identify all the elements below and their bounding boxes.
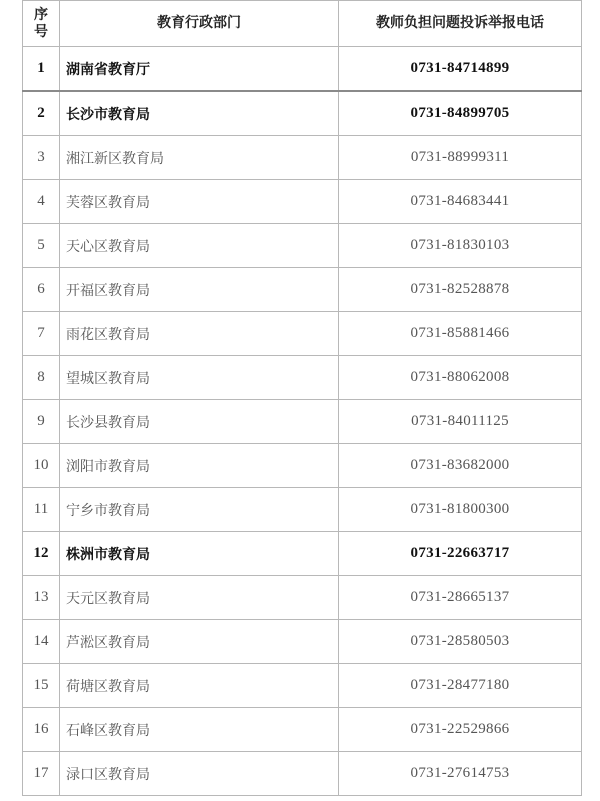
hotline-table	[22, 0, 582, 796]
row-department: 开福区教育局	[60, 268, 339, 312]
table-row	[23, 356, 582, 400]
table-header	[23, 1, 582, 47]
table-row	[23, 400, 582, 444]
table-row	[23, 620, 582, 664]
row-index: 15	[23, 664, 60, 708]
row-index: 12	[23, 532, 60, 576]
row-department: 荷塘区教育局	[60, 664, 339, 708]
row-phone: 0731-88062008	[339, 356, 582, 400]
row-index: 14	[23, 620, 60, 664]
table-row	[23, 180, 582, 224]
row-department: 株洲市教育局	[60, 532, 339, 576]
row-phone: 0731-82528878	[339, 268, 582, 312]
row-index: 8	[23, 356, 60, 400]
row-phone: 0731-28580503	[339, 620, 582, 664]
row-phone: 0731-81830103	[339, 224, 582, 268]
table-body	[23, 47, 582, 796]
row-index: 1	[23, 47, 60, 92]
table-row	[23, 136, 582, 180]
row-index: 9	[23, 400, 60, 444]
row-index: 6	[23, 268, 60, 312]
row-department: 湖南省教育厅	[60, 47, 339, 92]
row-phone: 0731-22529866	[339, 708, 582, 752]
row-phone: 0731-27614753	[339, 752, 582, 796]
row-department: 浏阳市教育局	[60, 444, 339, 488]
row-department: 宁乡市教育局	[60, 488, 339, 532]
row-department: 芦淞区教育局	[60, 620, 339, 664]
row-department: 天元区教育局	[60, 576, 339, 620]
row-phone: 0731-88999311	[339, 136, 582, 180]
row-index: 13	[23, 576, 60, 620]
row-index: 10	[23, 444, 60, 488]
row-phone: 0731-85881466	[339, 312, 582, 356]
index-header-line-2: 号	[34, 23, 48, 40]
table-row	[23, 752, 582, 796]
table-row	[23, 444, 582, 488]
row-index: 7	[23, 312, 60, 356]
row-index: 16	[23, 708, 60, 752]
table-row	[23, 224, 582, 268]
row-department: 长沙市教育局	[60, 91, 339, 136]
row-phone: 0731-84683441	[339, 180, 582, 224]
row-index: 3	[23, 136, 60, 180]
table-row	[23, 91, 582, 136]
row-index: 11	[23, 488, 60, 532]
row-phone: 0731-84714899	[339, 47, 582, 92]
table-row	[23, 488, 582, 532]
header-row	[23, 1, 582, 47]
row-phone: 0731-83682000	[339, 444, 582, 488]
row-phone: 0731-81800300	[339, 488, 582, 532]
row-department: 石峰区教育局	[60, 708, 339, 752]
index-header-line-1: 序	[34, 6, 48, 23]
row-phone: 0731-28477180	[339, 664, 582, 708]
row-index: 17	[23, 752, 60, 796]
table-row	[23, 47, 582, 92]
row-department: 渌口区教育局	[60, 752, 339, 796]
complaint-hotline-document	[22, 0, 581, 796]
phone-column-header: 教师负担问题投诉举报电话	[339, 1, 582, 47]
table-row	[23, 532, 582, 576]
row-phone: 0731-22663717	[339, 532, 582, 576]
table-row	[23, 576, 582, 620]
row-department: 天心区教育局	[60, 224, 339, 268]
row-department: 望城区教育局	[60, 356, 339, 400]
row-department: 雨花区教育局	[60, 312, 339, 356]
row-phone: 0731-28665137	[339, 576, 582, 620]
table-row	[23, 708, 582, 752]
table-row	[23, 312, 582, 356]
row-index: 2	[23, 91, 60, 136]
row-department: 湘江新区教育局	[60, 136, 339, 180]
row-department: 长沙县教育局	[60, 400, 339, 444]
row-phone: 0731-84011125	[339, 400, 582, 444]
table-row	[23, 268, 582, 312]
row-department: 芙蓉区教育局	[60, 180, 339, 224]
row-index: 5	[23, 224, 60, 268]
table-row	[23, 664, 582, 708]
row-phone: 0731-84899705	[339, 91, 582, 136]
department-column-header: 教育行政部门	[60, 1, 339, 47]
row-index: 4	[23, 180, 60, 224]
index-column-header	[23, 1, 60, 47]
